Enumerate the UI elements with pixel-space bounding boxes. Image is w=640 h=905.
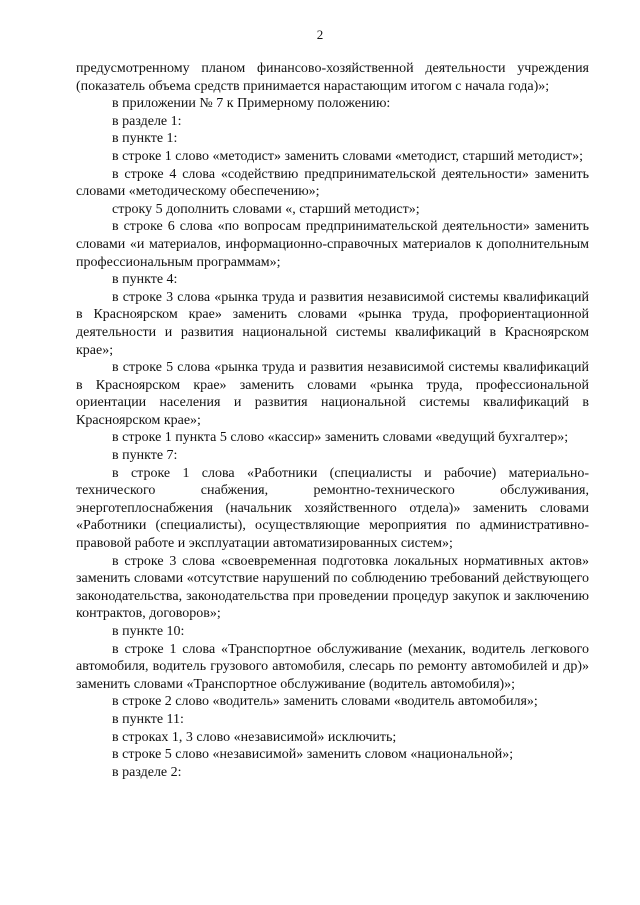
paragraph-continuation: предусмотренному планом финансово-хозяйственной деятельности учреждения (показатель объема средств принимается нарастающим итогом с начала года)»;	[76, 61, 589, 94]
paragraph: в строке 5 слова «рынка труда и развития независимой системы квалификаций в Красноярском крае» заменить словами «рынка труда, профессиональной ориентации населения и развития национальной системы квалификаций в Красноярском крае»;	[76, 360, 589, 428]
paragraph: в строке 1 слово «методист» заменить словами «методист, старший методист»;	[112, 148, 583, 164]
paragraph: в пункте 7:	[112, 448, 178, 464]
paragraph: в строках 1, 3 слово «независимой» исключить;	[112, 729, 397, 745]
paragraph: в строке 4 слова «содействию предпринимательской деятельности» заменить словами «методическому обеспечению»;	[76, 166, 589, 200]
paragraph: в пункте 11:	[112, 711, 184, 727]
paragraph: в строке 1 пункта 5 слово «кассир» заменить словами «ведущий бухгалтер»;	[112, 430, 569, 446]
page-number: 2	[316, 27, 324, 42]
paragraph: в строке 2 слово «водитель» заменить словами «водитель автомобиля»;	[112, 694, 538, 710]
paragraph: в строке 1 слова «Транспортное обслуживание (механик, водитель легкового автомобиля, водитель грузового автомобиля, слесарь по ремонту автомобилей и др)» заменить словами «Транспортное обслуживание (водитель автомобиля)»;	[76, 641, 589, 692]
paragraph: строку 5 дополнить словами «, старший методист»;	[112, 201, 420, 217]
paragraph: в строке 6 слова «по вопросам предпринимательской деятельности» заменить словами «и материалов, информационно-справочных материалов к дополнительным профессиональным программам»;	[76, 219, 589, 270]
paragraph: в разделе 2:	[112, 764, 182, 780]
paragraph: в строке 1 слова «Работники (специалисты и рабочие) материально-технического снабжения, ремонтно-технического обслуживания, энерготеплоснабжения (начальник хозяйственного отдела)» заменить словами «Работники (специалисты), осуществляющие мероприятия по административно-правовой работе и эксплуатации автоматизированных систем»;	[76, 465, 589, 552]
paragraph: в разделе 1:	[112, 113, 182, 129]
document-body	[76, 60, 589, 781]
paragraph: в пункте 1:	[112, 131, 178, 147]
paragraph: в строке 3 слова «рынка труда и развития независимой системы квалификаций в Красноярском крае» заменить словами «рынка труда, профориентационной деятельности и развития национальной системы квалификаций в Красноярском крае»;	[76, 289, 589, 358]
paragraph: в приложении № 7 к Примерному положению:	[112, 96, 391, 112]
paragraph: в пункте 4:	[112, 272, 178, 288]
paragraph: в строке 5 слово «независимой» заменить словом «национальной»;	[112, 747, 514, 763]
paragraph: в пункте 10:	[112, 624, 185, 639]
paragraph: в строке 3 слова «своевременная подготовка локальных нормативных актов» заменить словами «отсутствие нарушений по соблюдению требований действующего законодательства, законодательства при проведении процедур закупок и заключению контрактов, договоров»;	[76, 553, 589, 622]
